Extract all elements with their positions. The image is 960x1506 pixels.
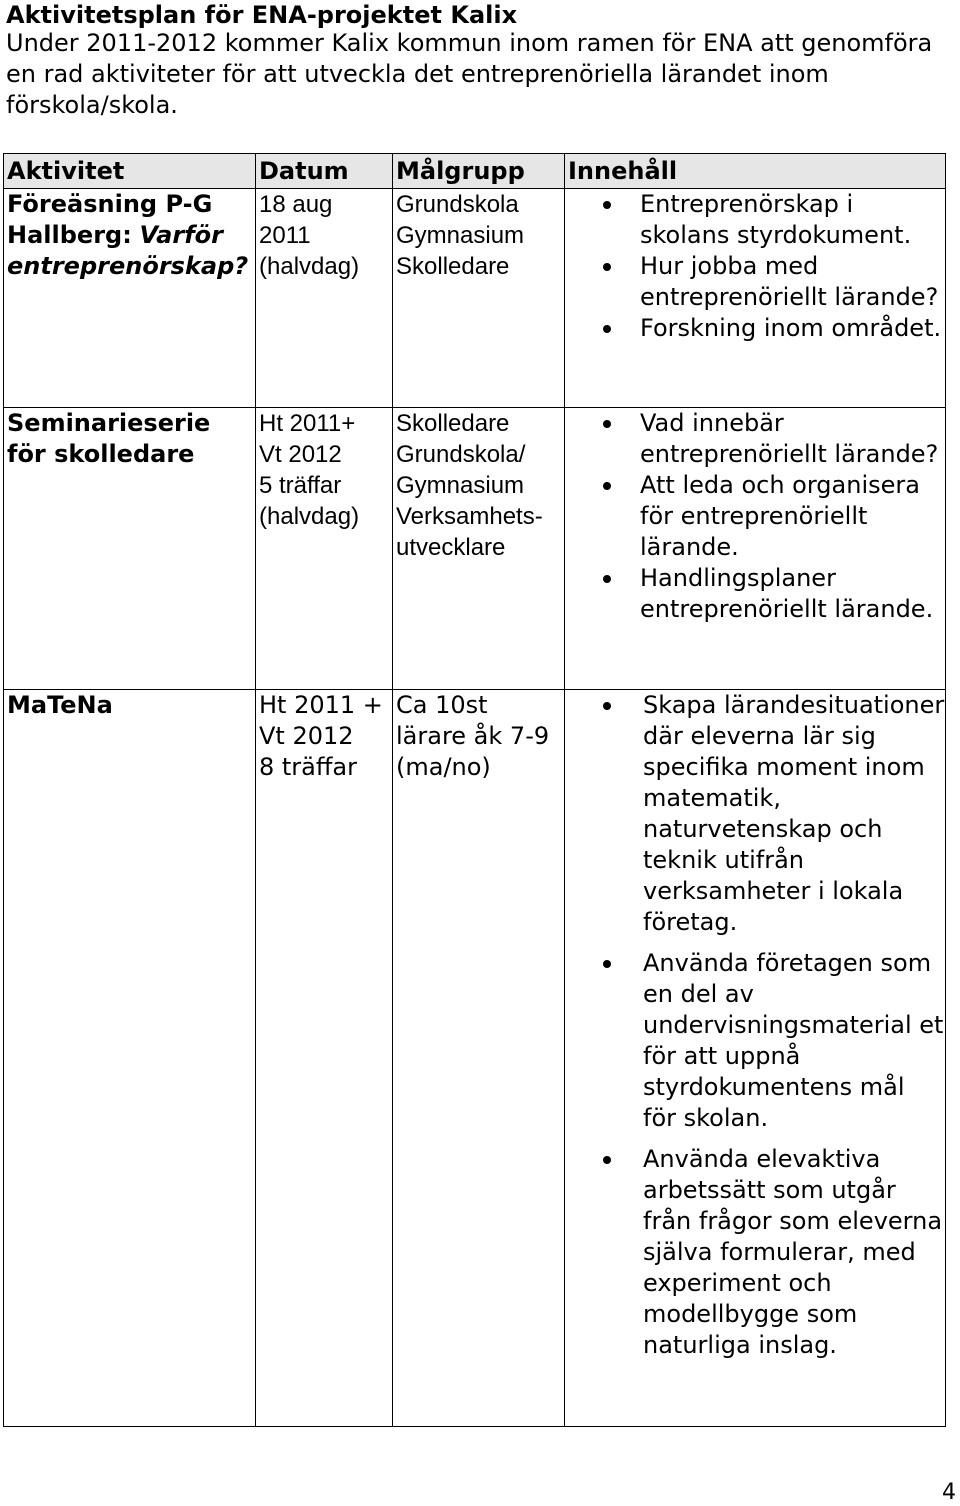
date-line: (halvdag) — [259, 253, 360, 280]
header-date: Datum — [256, 154, 393, 189]
page-number: 4 — [942, 1480, 956, 1505]
list-item: Att leda och organisera för entreprenöriellt lärande. — [640, 470, 945, 563]
list-item: Skapa lärandesituationer där eleverna lär sig specifika moment inom matematik, naturvetenskap och teknik utifrån verksamheter i lokala företag. — [643, 691, 945, 936]
document-title: Aktivitetsplan för ENA-projektet Kalix — [6, 1, 518, 29]
date-line: (halvdag) — [259, 503, 360, 530]
content-list — [568, 408, 945, 625]
target-group-cell — [393, 690, 565, 1427]
content-cell — [565, 189, 946, 408]
list-item: Handlingsplaner entreprenöriellt lärande. — [640, 563, 945, 625]
table-row — [4, 189, 946, 408]
list-item: Entreprenörskap i skolans styrdokument. — [640, 189, 945, 251]
activity-plan-table — [3, 153, 946, 1427]
content-cell — [565, 690, 946, 1427]
date-line: Ht 2011 + — [259, 691, 383, 719]
activity-name: Seminarieserie för skolledare — [7, 409, 211, 468]
date-cell — [256, 189, 393, 408]
target-line: Grundskola — [396, 191, 519, 218]
list-item: Hur jobba med entreprenöriellt lärande? — [640, 251, 945, 313]
table-header-row — [4, 154, 946, 189]
date-line: 8 träffar — [259, 753, 357, 781]
content-list — [568, 690, 945, 1361]
list-item: Vad innebär entreprenöriellt lärande? — [640, 408, 945, 470]
list-item: Använda företagen som en del av undervisningsmaterial et för att uppnå styrdokumentens mål för skolan. — [643, 949, 944, 1132]
activity-subtitle: Varför entreprenörskap? — [7, 221, 249, 280]
date-line: Ht 2011+ — [259, 410, 356, 437]
date-line: 5 träffar — [259, 472, 342, 499]
intro-paragraph: Under 2011-2012 kommer Kalix kommun inom ramen för ENA att genomföra en rad aktiviteter för att utveckla det entreprenöriella lärandet inom förskola/skola. — [6, 29, 933, 119]
date-cell — [256, 690, 393, 1427]
target-line: Gymnasium — [396, 222, 525, 249]
date-line: 18 aug — [259, 191, 333, 218]
table-row — [4, 408, 946, 690]
list-item: Forskning inom området. — [640, 313, 945, 344]
date-line: Vt 2012 — [259, 722, 354, 750]
header-content: Innehåll — [565, 154, 946, 189]
target-group-cell — [393, 408, 565, 690]
target-line: Gymnasium — [396, 472, 525, 499]
header-target-group: Målgrupp — [393, 154, 565, 189]
target-line: utvecklare — [396, 534, 506, 561]
content-list — [568, 189, 945, 344]
target-line: Ca 10st — [396, 691, 488, 719]
target-line: lärare åk 7-9 — [396, 722, 550, 750]
activity-name: Föreäsning P-G Hallberg: — [7, 190, 213, 249]
target-line: Grundskola/ — [396, 441, 526, 468]
activity-cell — [4, 408, 256, 690]
list-item: Använda elevaktiva arbetssätt som utgår från frågor som eleverna själva formulerar, med experiment och modellbygge som naturliga inslag. — [643, 1144, 945, 1361]
target-group-cell — [393, 189, 565, 408]
activity-cell — [4, 690, 256, 1427]
activity-cell — [4, 189, 256, 408]
activity-name: MaTeNa — [7, 691, 113, 719]
target-line: (ma/no) — [396, 753, 491, 781]
target-line: Skolledare — [396, 253, 510, 280]
target-line: Verksamhets- — [396, 503, 543, 530]
table-row — [4, 690, 946, 1427]
date-line: Vt 2012 — [259, 441, 342, 468]
content-cell — [565, 408, 946, 690]
target-line: Skolledare — [396, 410, 510, 437]
date-cell — [256, 408, 393, 690]
date-line: 2011 — [259, 222, 311, 249]
header-activity: Aktivitet — [4, 154, 256, 189]
